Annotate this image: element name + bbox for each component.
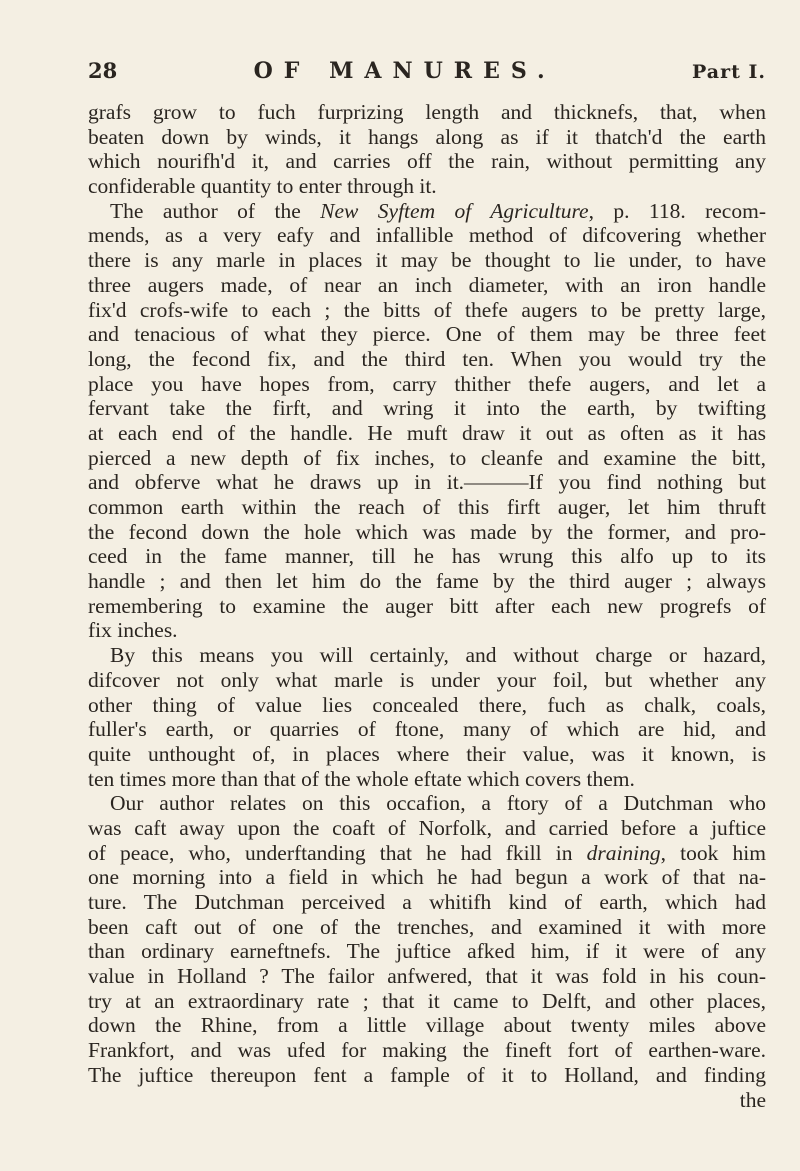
text-line: was caft away upon the coaft of Norfolk, and carried before a juftice [88,815,766,840]
text-line: and tenacious of what they pierce. One of them may be three feet [88,322,766,347]
text-line: there is any marle in places it may be thought to lie under, to have [88,248,766,273]
text-line: of peace, who, underftanding that he had fkill in draining, took him [88,840,766,865]
text-line: place you have hopes from, carry thither thefe augers, and let a [88,371,766,396]
text-line: try at an extraordinary rate ; that it came to Delft, and other places, [88,988,766,1013]
text-line: three augers made, of near an inch diameter, with an iron handle [88,272,766,297]
text-line: been caft out of one of the trenches, and examined it with more [88,914,766,939]
body-text [88,100,766,1112]
text-line: The juftice thereupon fent a fample of it to Holland, and finding [88,1062,766,1087]
text-line: Frankfort, and was ufed for making the fineft fort of earthen-ware. [88,1038,766,1063]
text-line: remembering to examine the auger bitt after each new progrefs of [88,593,766,618]
text-line: quite unthought of, in places where their value, was it known, is [88,741,766,766]
text-line: Our author relates on this occafion, a ftory of a Dutchman who [110,791,766,816]
text-line: long, the fecond fix, and the third ten. When you would try the [88,346,766,371]
text-line: down the Rhine, from a little village about twenty miles above [88,1013,766,1038]
text-line: ceed in the fame manner, till he has wrung this alfo up to its [88,544,766,569]
text-line: one morning into a field in which he had begun a work of that na- [88,865,766,890]
text-line: By this means you will certainly, and without charge or hazard, [110,643,766,668]
text-line: the fecond down the hole which was made by the former, and pro- [88,519,766,544]
text-line: fuller's earth, or quarries of ftone, many of which are hid, and [88,717,766,742]
text-line: value in Holland ? The failor anfwered, that it was fold in his coun- [88,964,766,989]
text-line: confiderable quantity to enter through it. [88,174,437,199]
text-line: which nourifh'd it, and carries off the rain, without permitting any [88,149,766,174]
text-line: other thing of value lies concealed there, fuch as chalk, coals, [88,692,766,717]
running-title: OF MANURES. [253,58,556,84]
text-line: grafs grow to fuch furprizing length and thicknefs, that, when [88,100,766,124]
text-line: common earth within the reach of this firft auger, let him thruft [88,495,766,519]
text-line: beaten down by winds, it hangs along as if it thatch'd the earth [88,124,766,149]
book-page [88,58,766,1112]
text-line: handle ; and then let him do the fame by the third auger ; always [88,569,766,594]
text-line: difcover not only what marle is under your foil, but whether any [88,667,766,692]
text-line: ture. The Dutchman perceived a whitifh kind of earth, which had [88,890,766,914]
text-line: pierced a new depth of fix inches, to cleanfe and examine the bitt, [88,445,766,470]
text-line: fervant take the firft, and wring it into the earth, by twifting [88,396,766,421]
part-label: Part I. [692,61,766,83]
italic-term: draining [586,840,661,865]
catchword: the [739,1087,766,1112]
book-title: New Syftem of Agriculture [320,198,589,223]
running-head [88,58,766,98]
text-line: and obferve what he draws up in it.———If you find nothing but [88,470,766,495]
text-line: ten times more than that of the whole eftate which covers them. [88,766,635,791]
text-line: fix inches. [88,618,178,643]
text-line: than ordinary earneftnefs. The juftice afked him, if it were of any [88,939,766,964]
text-line: at each end of the handle. He muft draw it out as often as it has [88,420,766,445]
text-line: mends, as a very eafy and infallible method of difcovering whether [88,223,766,248]
text-line: fix'd crofs-wife to each ; the bitts of thefe augers to be pretty large, [88,297,766,322]
page-number: 28 [88,58,118,83]
text-line: The author of the New Syftem of Agriculture, p. 118. recom- [110,198,766,223]
